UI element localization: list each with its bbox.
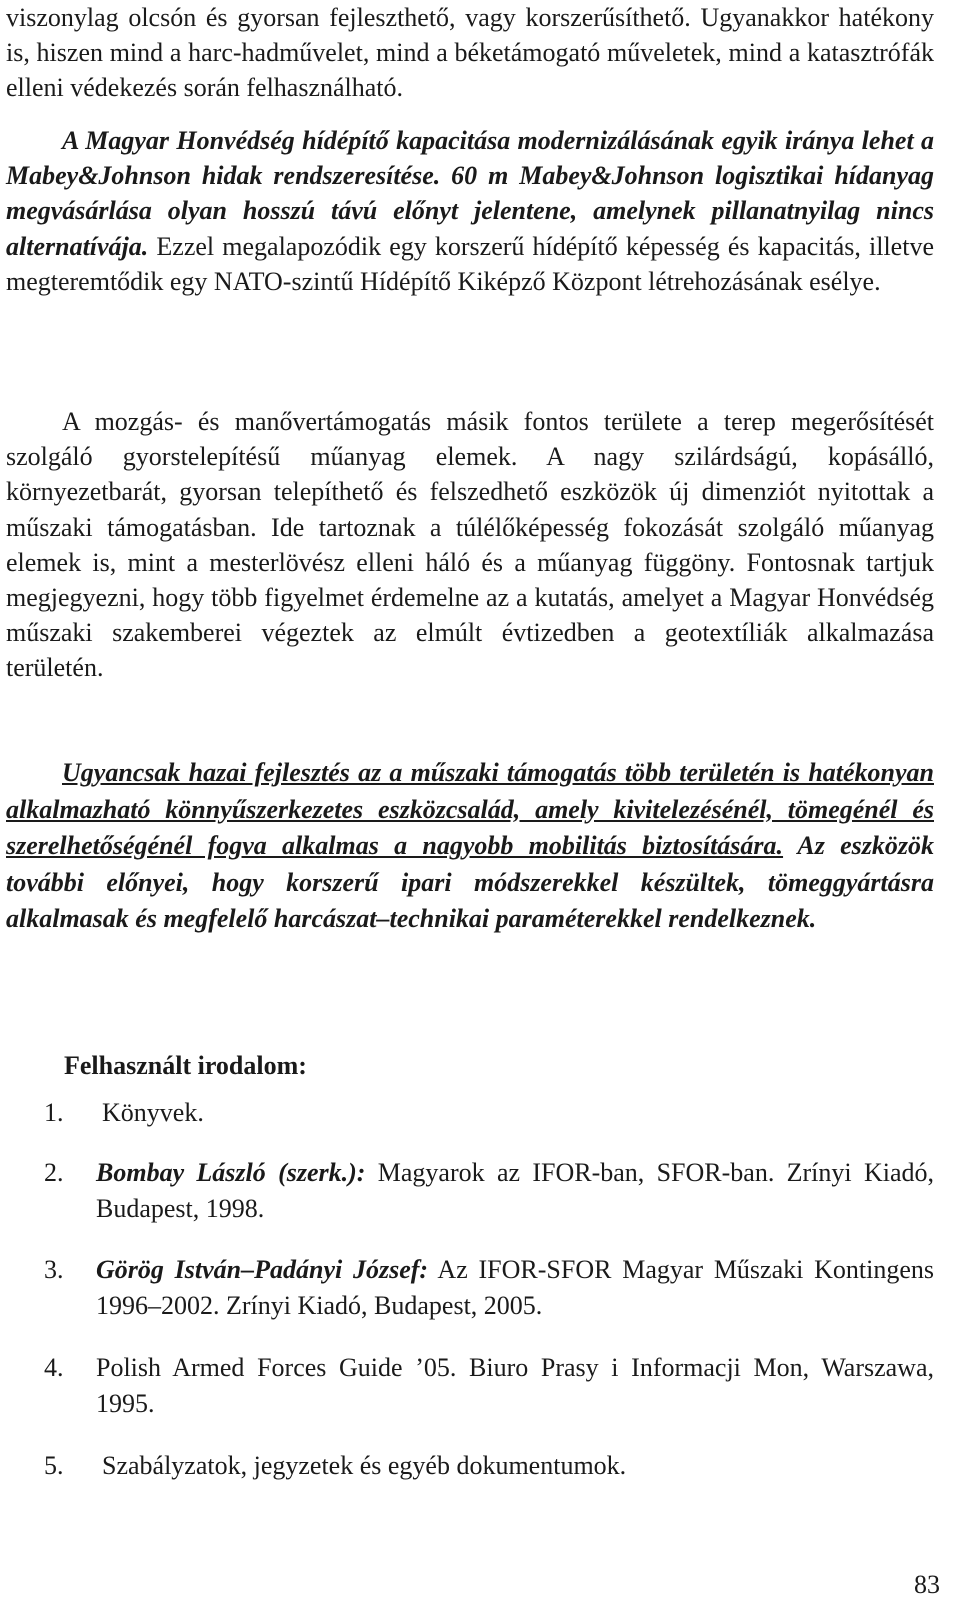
reference-text: Az IFOR-SFOR Magyar Műszaki Kontingens 1996–2002. Zrínyi Kiadó, Budapest, 2005.: [96, 1255, 935, 1320]
reference-text: Polish Armed Forces Guide ’05. Biuro Prasy i Informacji Mon, Warszawa, 1995.: [96, 1353, 934, 1418]
paragraph-2-bold-italic: A Magyar Honvédség hídépítő kapacitása modernizálásának egyik iránya lehet a Mabey&Johnson hidak rendszeresítése.: [6, 126, 934, 191]
reference-number: 1.: [44, 1098, 64, 1127]
reference-text: Szabályzatok, jegyzetek és egyéb dokumentumok.: [102, 1451, 627, 1480]
reference-item-2: [44, 1155, 934, 1227]
reference-number: 3.: [44, 1255, 64, 1284]
reference-item-4: [44, 1350, 934, 1422]
page-number: 83: [914, 1570, 940, 1599]
paragraph-1-text: viszonylag olcsón és gyorsan fejleszthető, vagy korszerűsíthető. Ugyanakkor hatékony is, hiszen mind a harc-hadművelet, mind a béketámogató műveletek, mind a katasztrófák elleni védekezés során felhasználható.: [6, 3, 934, 103]
reference-number: 2.: [44, 1158, 64, 1187]
paragraph-4: [6, 755, 934, 938]
paragraph-1: [6, 0, 934, 106]
paragraph-4-underlined: Ugyancsak hazai fejlesztés az a műszaki támogatás több területén is hatékonyan alkalmazható könnyűszerkezetes eszközcsalád, amely kivitelezésénél, tömegénél és szerelhetőségénél fogva alkalmas a nagyobb mobilitás biztosítására.: [6, 758, 934, 860]
paragraph-3-text: A mozgás- és manővertámogatás másik fontos területe a terep megerősítését szolgáló gyorstelepítésű műanyag elemek. A nagy szilárdságú, kopásálló, környezetbarát, gyorsan telepíthető és felszedhető eszközök új dimenziót nyitottak a műszaki támogatásban. Ide tartoznak a túlélőképesség fokozását szolgáló műanyag elemek is, mint a mesterlövész elleni háló és a műanyag függöny. Fontosnak tartjuk megjegyezni, hogy több figyelmet érdemelne az a kutatás, amelyet a Magyar Honvédség műszaki szakemberei végeztek az elmúlt évtizedben a geotextíliák alkalmazása területén.: [6, 407, 934, 683]
reference-item-3: [44, 1252, 934, 1324]
paragraph-4-rest: Az eszközök további előnyei, hogy korszerű ipari módszerekkel készültek, tömeggyártásra alkalmasak és megfelelő harcászat–technikai paraméterekkel rendelkeznek.: [6, 831, 934, 933]
reference-item-5: [44, 1448, 934, 1484]
reference-text: Magyarok az IFOR-ban, SFOR-ban. Zrínyi Kiadó, Budapest, 1998.: [96, 1158, 934, 1223]
references-heading: Felhasznált irodalom:: [64, 1051, 307, 1080]
reference-item-1: [44, 1095, 934, 1131]
reference-text: Könyvek.: [102, 1098, 204, 1127]
paragraph-3: [6, 404, 934, 686]
reference-number: 5.: [44, 1451, 64, 1480]
paragraph-2-normal: Ezzel megalapozódik egy korszerű hídépítő képesség és kapacitás, illetve megteremtődik egy NATO-szintű Hídépítő Kiképző Központ létrehozásának esélye.: [6, 231, 934, 296]
reference-author: Bombay László (szerk.):: [96, 1158, 366, 1187]
reference-author: Görög István–Padányi József:: [96, 1255, 429, 1284]
paragraph-2-italic: 60 m Mabey&Johnson logisztikai hídanyag megvásárlása olyan hosszú távú előnyt jelentene, amelynek pillanatnyilag nincs alternatívája.: [6, 161, 934, 261]
paragraph-2: [6, 123, 934, 299]
reference-number: 4.: [44, 1353, 64, 1382]
